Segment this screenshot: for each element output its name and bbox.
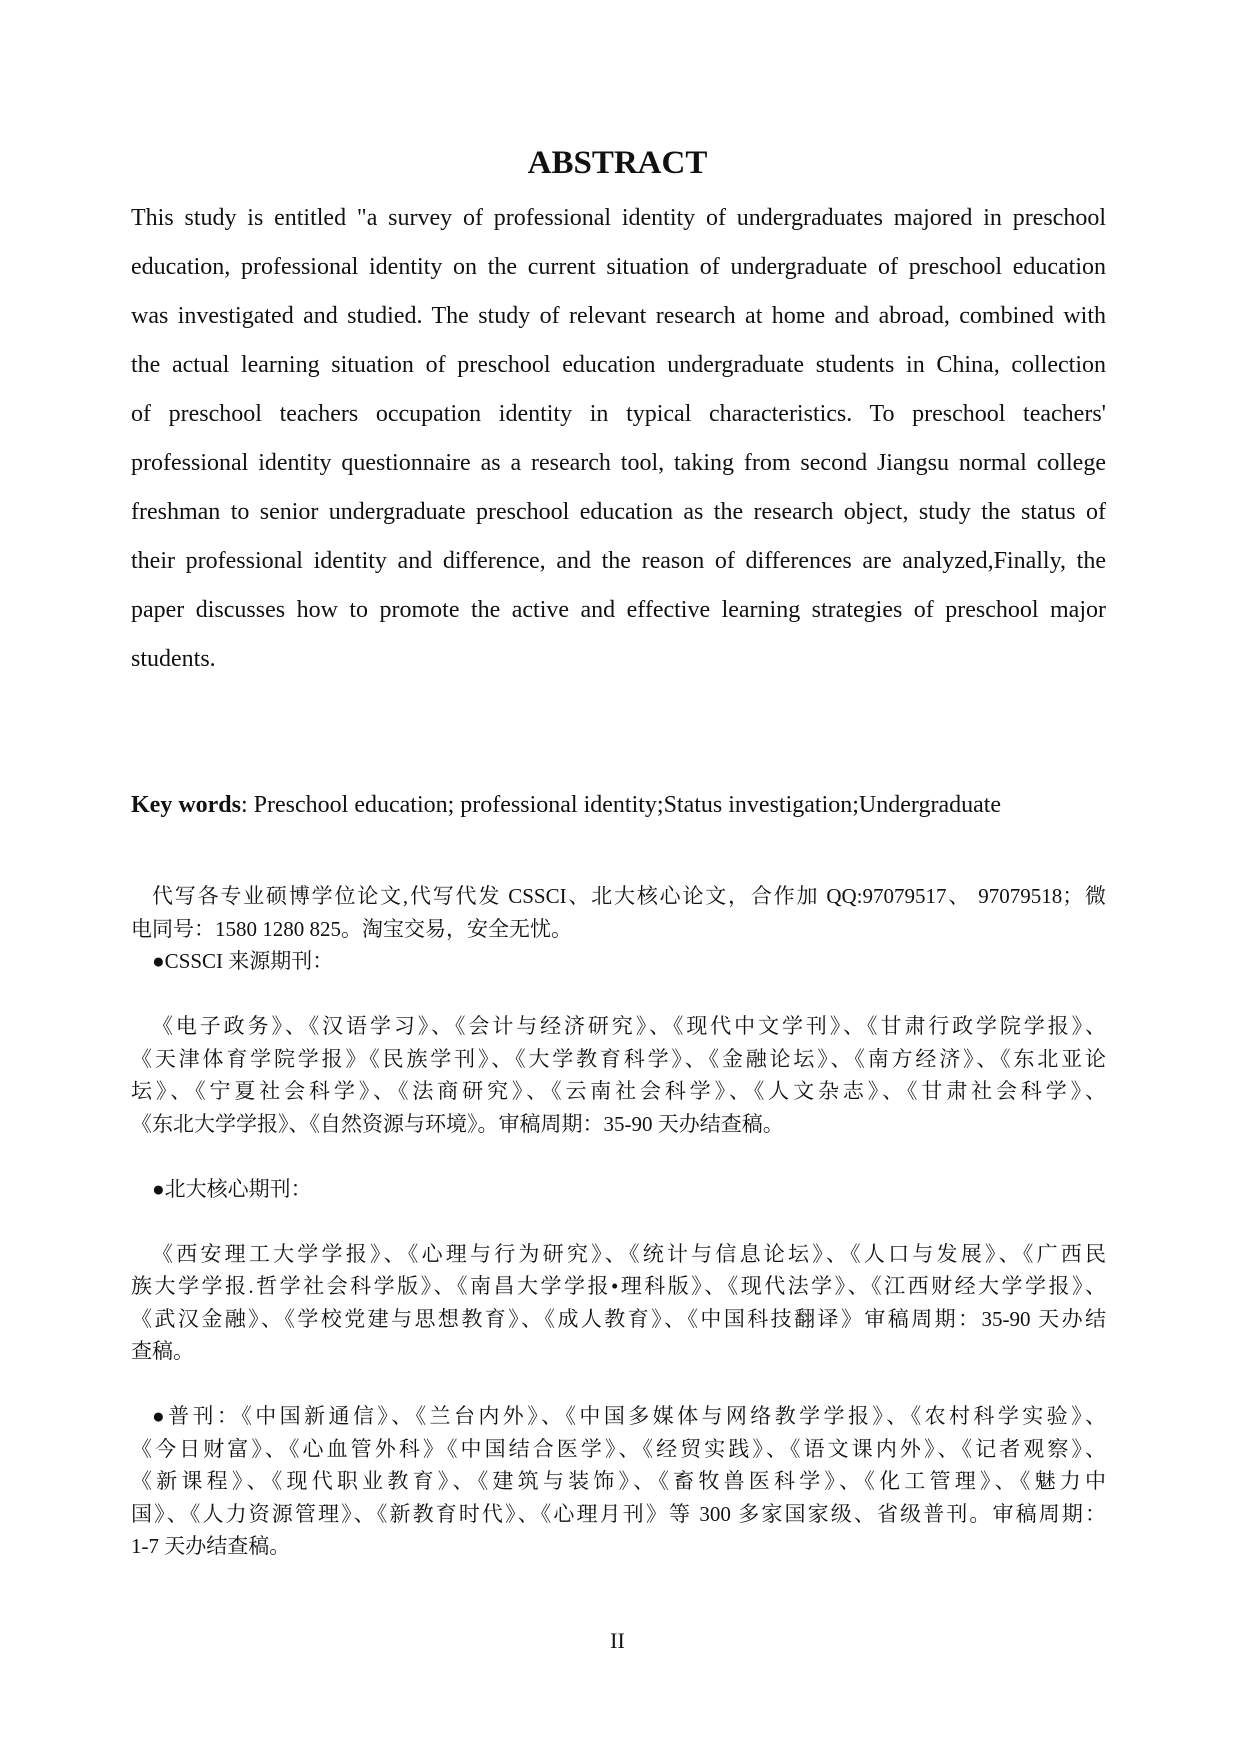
keywords (131, 781, 1106, 830)
cssci-list-line: 《电子政务》、《汉语学习》、《会计与经济研究》、《现代中文学刊》、《甘肃行政学院学报》、 (152, 1014, 1106, 1038)
cssci-heading: ●CSSCI 来源期刊： (152, 949, 334, 973)
abstract-line: freshman to senior undergraduate preschool education as the research object, study the status of (131, 499, 1106, 525)
cssci-list-line: 《东北大学学报》、《自然资源与环境》。审稿周期：35-90 天办结查稿。 (131, 1111, 784, 1136)
page-number: II (610, 1628, 625, 1653)
keywords-label: Key words (131, 792, 241, 818)
abstract-line: education, professional identity on the current situation of undergraduate of preschool education (131, 254, 1106, 280)
journal-notice (131, 880, 1106, 1563)
pku-list-line: 查稿。 (131, 1339, 194, 1363)
notice-line: 代写各专业硕博学位论文,代写代发 CSSCI、北大核心论文，合作加 QQ:97079517、 97079518；微 (152, 884, 1106, 908)
notice-line: 电同号：1580 1280 825。淘宝交易，安全无忧。 (131, 916, 572, 941)
general-list-line: 《今日财富》、《心血管外科》《中国结合医学》、《经贸实践》、《语文课内外》、《记者观察》、 (131, 1436, 1106, 1461)
pku-list-line: 《武汉金融》、《学校党建与思想教育》、《成人教育》、《中国科技翻译》审稿周期：35-90 天办结 (131, 1306, 1106, 1331)
general-list-line: 《新课程》、《现代职业教育》、《建筑与装饰》、《畜牧兽医科学》、《化工管理》、《魅力中 (131, 1469, 1106, 1493)
abstract-line: of preschool teachers occupation identity in typical characteristics. To preschool teachers' (131, 401, 1106, 427)
abstract-line: was investigated and studied. The study of relevant research at home and abroad, combined with (131, 303, 1106, 329)
general-list-line: 国》、《人力资源管理》、《新教育时代》、《心理月刊》等 300 多家国家级、省级普刊。审稿周期： (131, 1501, 1106, 1526)
abstract-line: their professional identity and difference, and the reason of differences are analyzed,Finally, the (131, 548, 1106, 574)
abstract-line: the actual learning situation of preschool education undergraduate students in China, collection (131, 352, 1106, 378)
abstract-line: This study is entitled "a survey of professional identity of undergraduates majored in preschool (131, 205, 1106, 231)
blank-line (131, 978, 1106, 1011)
cssci-list-line: 《天津体育学院学报》《民族学刊》、《大学教育科学》、《金融论坛》、《南方经济》、《东北亚论 (131, 1046, 1106, 1071)
keywords-text: : Preschool education; professional identity;Status investigation;Undergraduate (241, 792, 1002, 818)
pku-heading: ●北大核心期刊： (152, 1176, 312, 1201)
abstract-line: paper discusses how to promote the active and effective learning strategies of preschool major (131, 597, 1106, 623)
blank-line (131, 1205, 1106, 1238)
blank-line (131, 1140, 1106, 1173)
pku-list-line: 《西安理工大学学报》、《心理与行为研究》、《统计与信息论坛》、《人口与发展》、《广西民 (152, 1241, 1106, 1266)
blank-line (131, 1368, 1106, 1401)
abstract-line: students. (131, 646, 216, 672)
cssci-list-line: 坛》、《宁夏社会科学》、《法商研究》、《云南社会科学》、《人文杂志》、《甘肃社会科学》、 (131, 1079, 1106, 1103)
pku-list-line: 族大学学报.哲学社会科学版》、《南昌大学学报•理科版》、《现代法学》、《江西财经大学学报》、 (131, 1274, 1106, 1298)
general-list-line: ●普刊：《中国新通信》、《兰台内外》、《中国多媒体与网络教学学报》、《农村科学实验》、 (152, 1404, 1106, 1428)
general-list-line: 1-7 天办结查稿。 (131, 1534, 291, 1558)
abstract-body (131, 194, 1106, 684)
abstract-line: professional identity questionnaire as a research tool, taking from second Jiangsu normal college (131, 450, 1106, 476)
abstract-title: ABSTRACT (527, 145, 708, 181)
